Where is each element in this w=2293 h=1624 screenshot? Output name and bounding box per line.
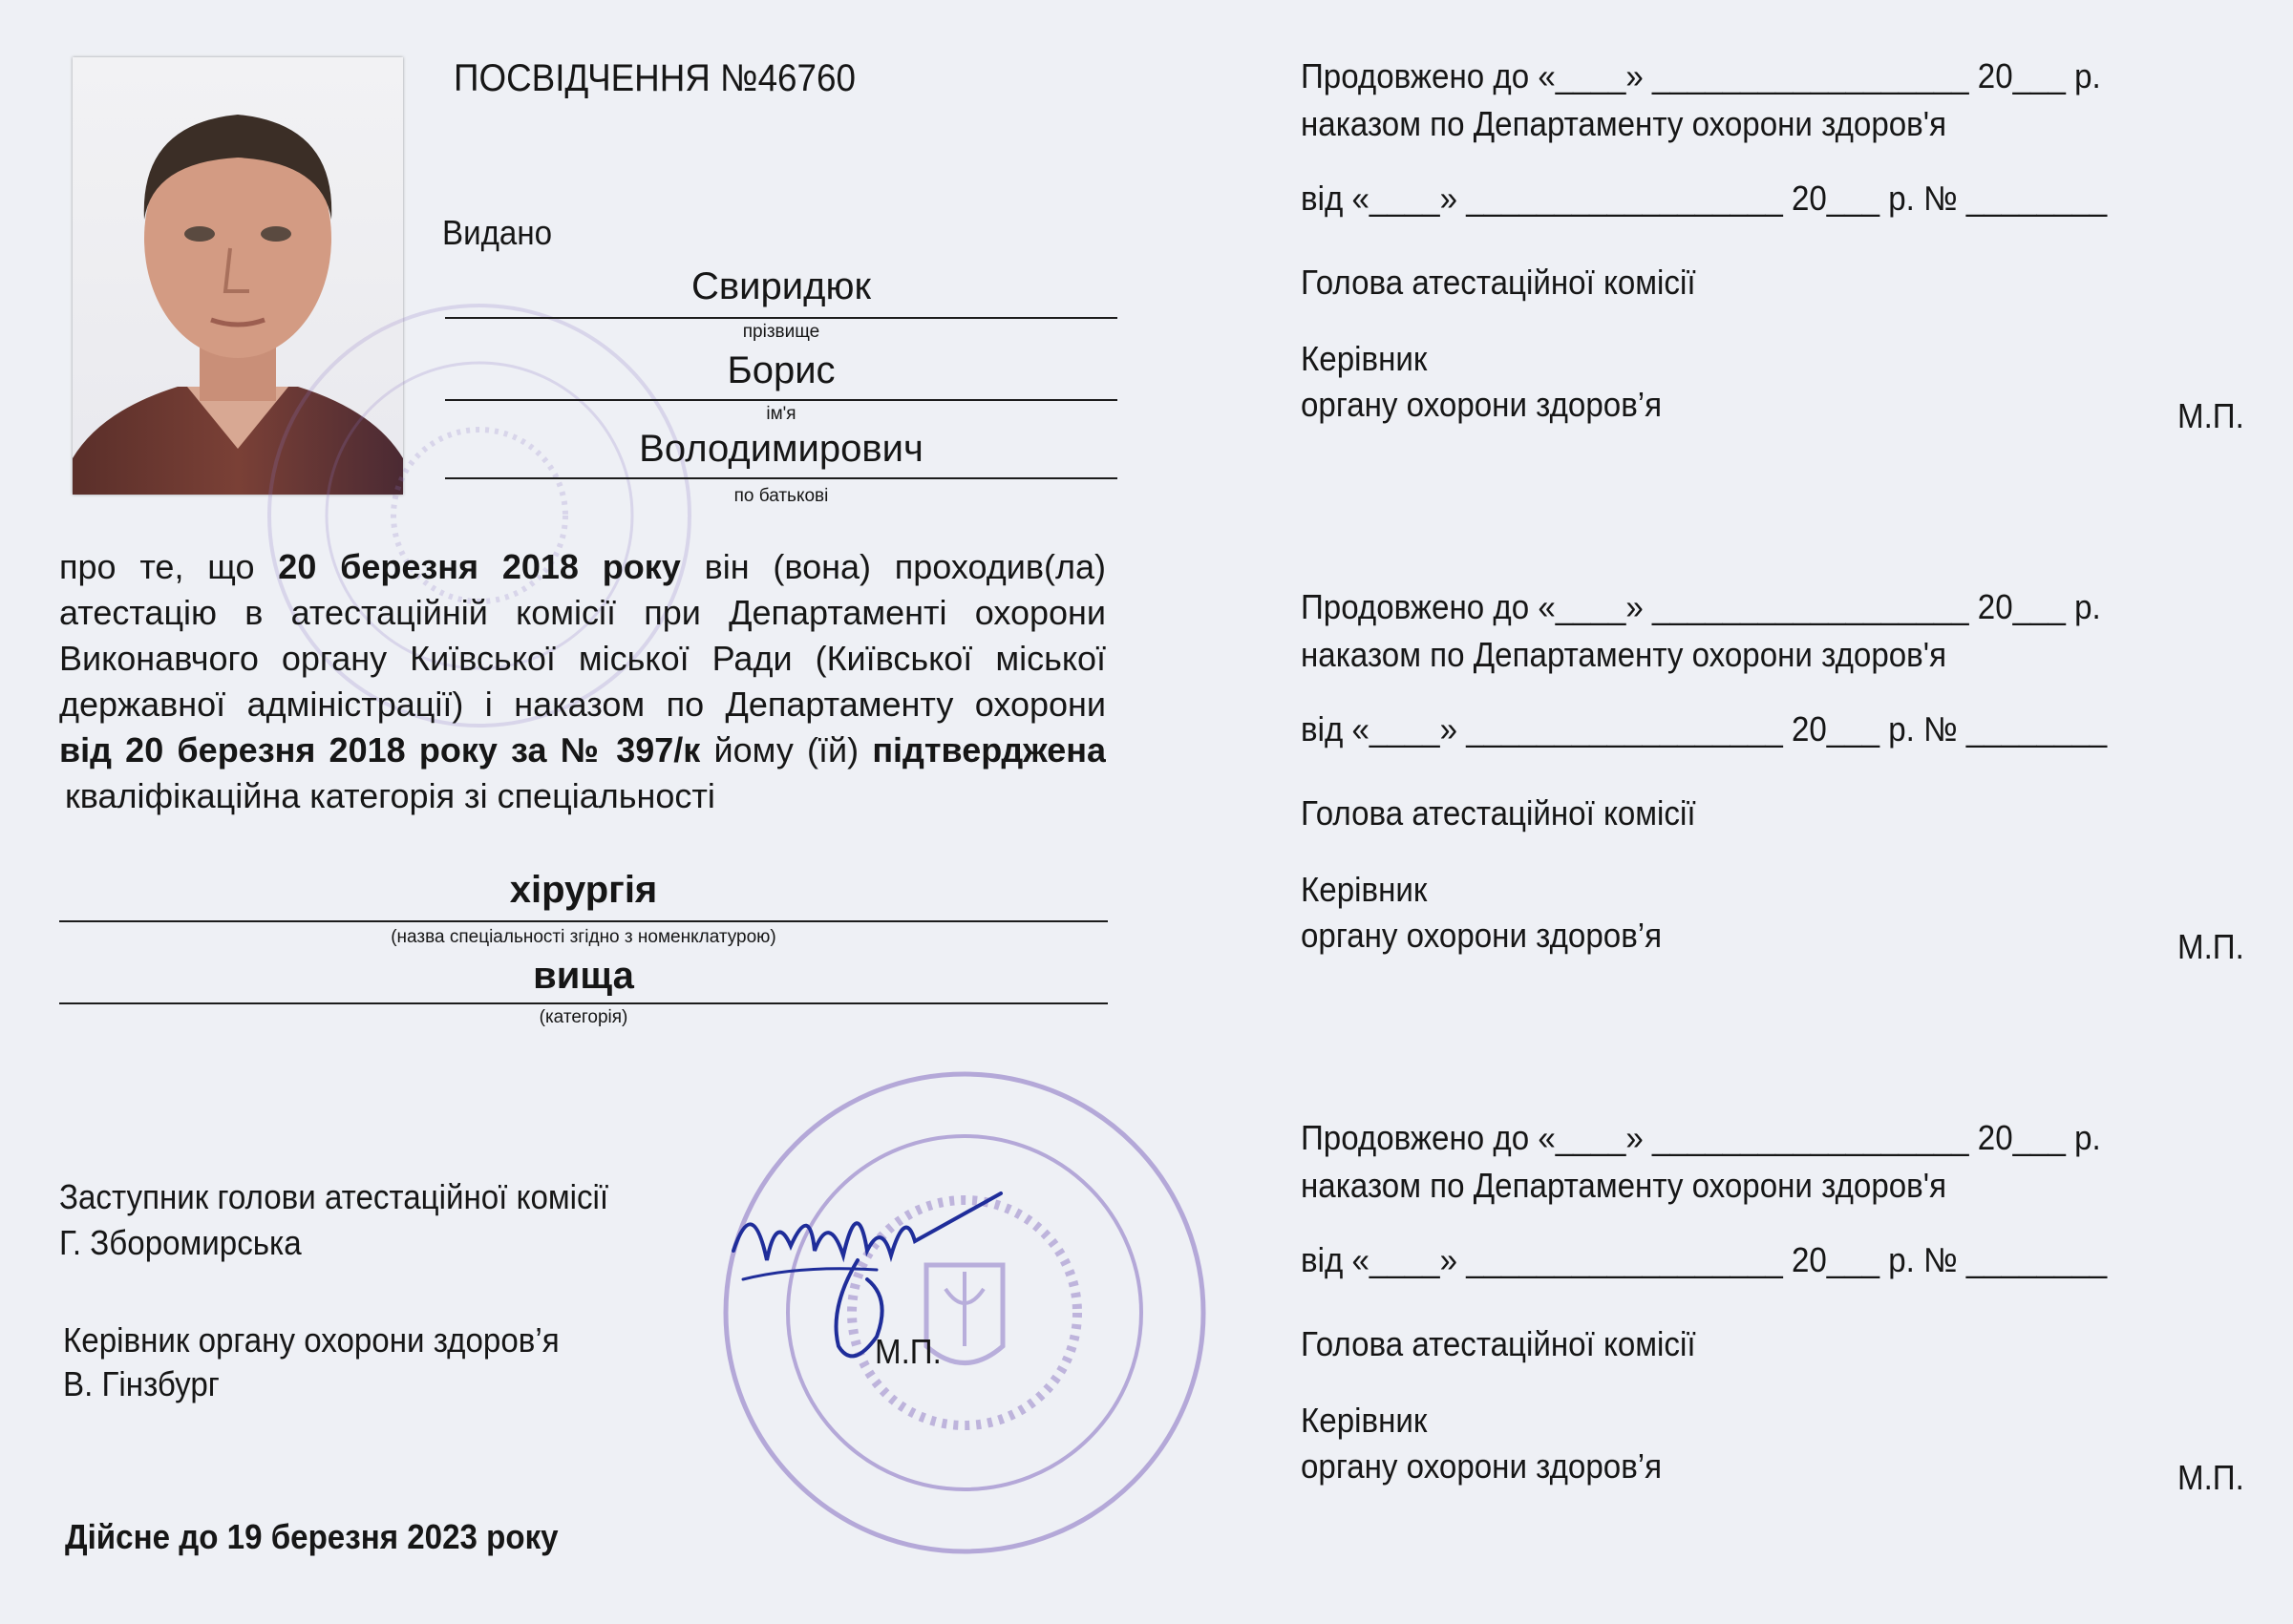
order-line: наказом по Департаменту охорони здоров'я xyxy=(1301,635,1947,674)
head-label: Керівник xyxy=(1301,1401,1428,1440)
deputy-chair-name: Г. Зборомирська xyxy=(59,1223,302,1262)
commission-chair: Голова атестаційної комісії xyxy=(1301,793,1696,833)
first-name-line xyxy=(445,399,1117,401)
health-authority: органу охорони здоров’я xyxy=(1301,1446,1663,1486)
extended-until: Продовжено до «____» __________________ 20___ р. xyxy=(1301,587,2101,626)
head-title: Керівник органу охорони здоров’я xyxy=(63,1320,560,1360)
patronymic: Володимирович xyxy=(639,428,924,470)
stamp-place: М.П. xyxy=(2177,396,2244,435)
category-caption: (категорія) xyxy=(539,1007,628,1027)
paragraph-line-1: про те, що 20 березня 2018 року він (вона) проходив(ла) xyxy=(59,547,1106,586)
stamp-place: М.П. xyxy=(2177,927,2244,966)
extended-until: Продовжено до «____» __________________ 20___ р. xyxy=(1301,1118,2101,1157)
attestation-paragraph xyxy=(59,544,1106,819)
first-name: Борис xyxy=(727,349,836,391)
paragraph-line-3: Виконавчого органу Київської міської Ради (Київської міської xyxy=(59,639,1106,678)
paragraph-line-6: кваліфікаційна категорія зі спеціальності xyxy=(65,776,715,815)
holder-photo xyxy=(73,57,403,495)
category: вища xyxy=(533,955,634,997)
valid-until: Дійсне до 19 березня 2023 року xyxy=(65,1517,559,1556)
first-name-caption: ім'я xyxy=(766,404,796,424)
order-line: наказом по Департаменту охорони здоров'я xyxy=(1301,1166,1947,1205)
certificate-title: ПОСВІДЧЕННЯ №46760 xyxy=(454,57,856,99)
extended-until: Продовжено до «____» __________________ 20___ р. xyxy=(1301,56,2101,95)
extension-block-3 xyxy=(1301,1118,2256,1503)
commission-chair: Голова атестаційної комісії xyxy=(1301,1324,1696,1363)
head-label: Керівник xyxy=(1301,339,1428,378)
extension-block-2 xyxy=(1301,587,2256,972)
order-date: від «____» __________________ 20___ р. № ________ xyxy=(1301,709,2108,749)
stamp-mark: М.П. xyxy=(875,1332,942,1371)
issued-label: Видано xyxy=(442,213,553,252)
patronymic-line xyxy=(445,477,1117,479)
patronymic-caption: по батькові xyxy=(733,486,829,506)
surname-caption: прізвище xyxy=(742,322,820,342)
extension-block-1 xyxy=(1301,56,2256,441)
paragraph-line-5: від 20 березня 2018 року за № 397/к йому (їй) підтверджена xyxy=(59,730,1106,770)
deputy-chair-title: Заступник голови атестаційної комісії xyxy=(59,1177,609,1216)
health-authority: органу охорони здоров’я xyxy=(1301,385,1663,424)
stamp-place: М.П. xyxy=(2177,1458,2244,1497)
head-name: В. Гінзбург xyxy=(63,1364,220,1403)
commission-chair: Голова атестаційної комісії xyxy=(1301,263,1696,302)
surname-line xyxy=(445,317,1117,319)
order-date: від «____» __________________ 20___ р. № ________ xyxy=(1301,1240,2108,1279)
category-line xyxy=(59,1002,1108,1004)
specialty-caption: (назва спеціальності згідно з номенклатурою) xyxy=(391,927,776,947)
health-authority: органу охорони здоров’я xyxy=(1301,916,1663,955)
paragraph-line-2: атестацію в атестаційній комісії при Департаменті охорони xyxy=(59,593,1106,632)
head-label: Керівник xyxy=(1301,870,1428,909)
order-date: від «____» __________________ 20___ р. № ________ xyxy=(1301,179,2108,218)
specialty-line xyxy=(59,920,1108,922)
specialty: хірургія xyxy=(509,869,658,911)
surname: Свиридюк xyxy=(691,265,871,307)
person-portrait-icon xyxy=(73,57,403,495)
paragraph-line-4: державної адміністрації) і наказом по Департаменту охорони xyxy=(59,685,1106,724)
order-line: наказом по Департаменту охорони здоров'я xyxy=(1301,104,1947,143)
